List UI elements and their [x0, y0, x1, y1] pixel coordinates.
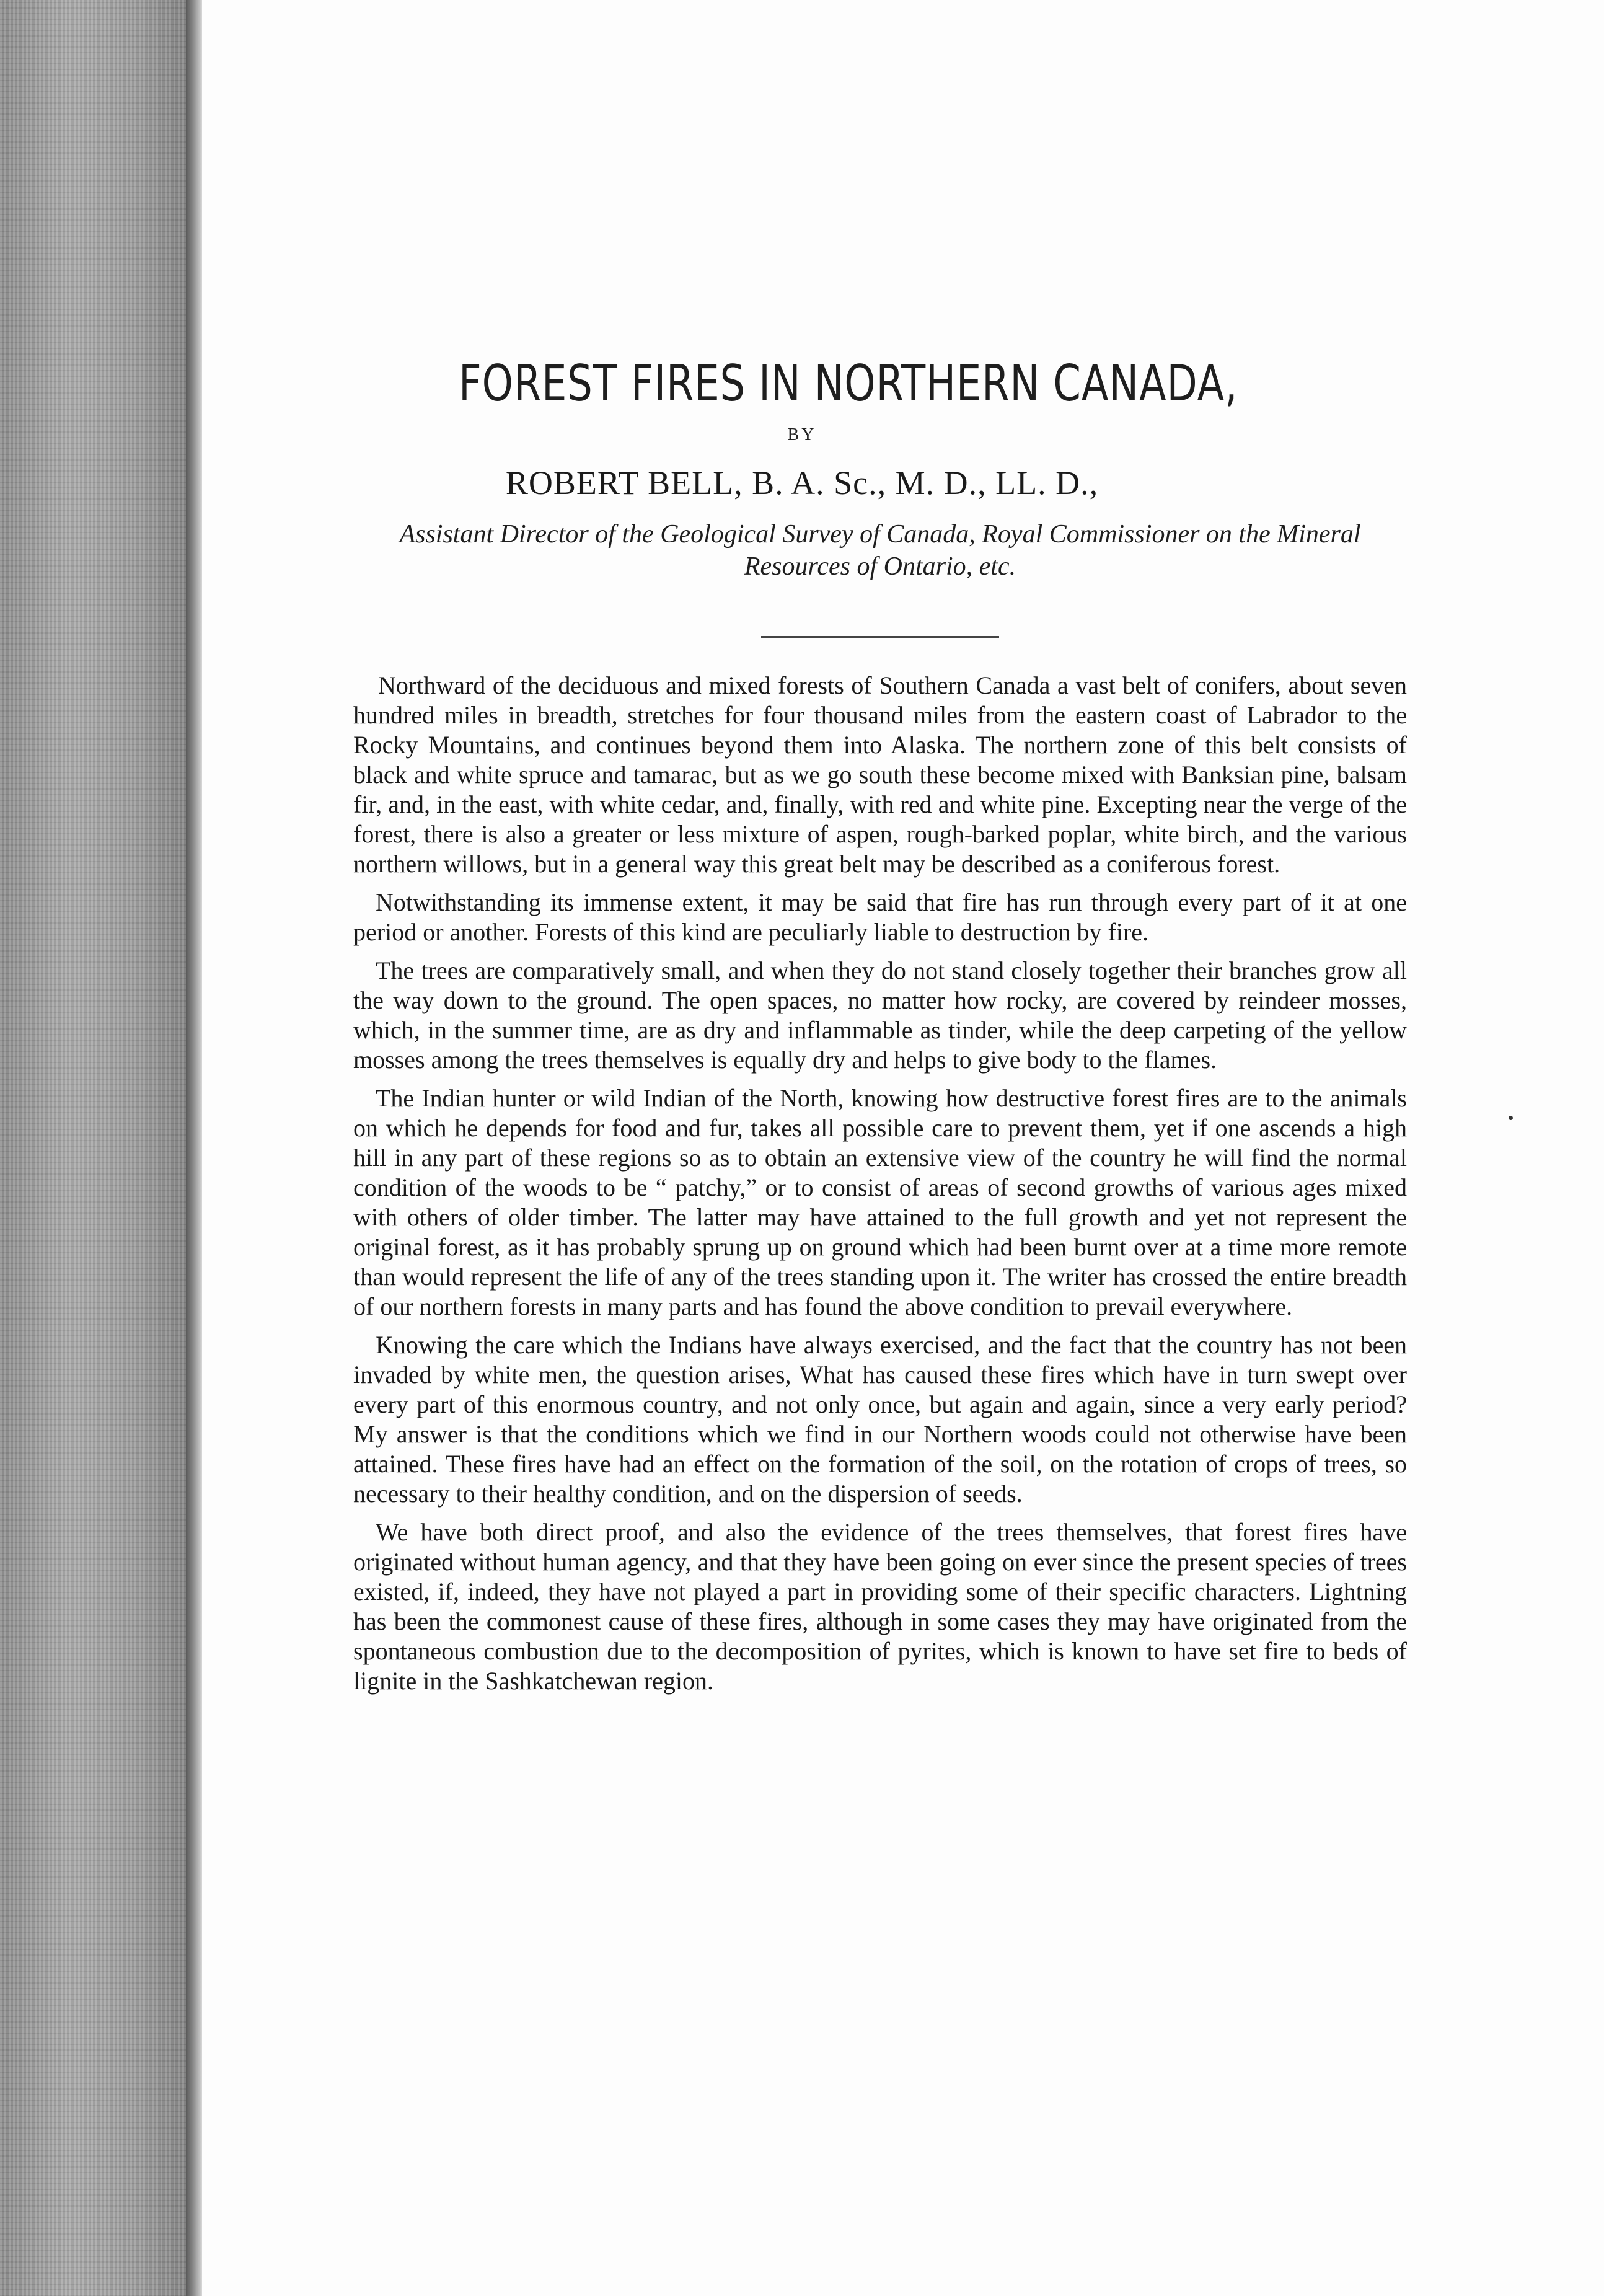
paragraph: The trees are comparatively small, and when they do not stand closely together their branches grow all the way down to the ground. The open spaces, no matter how rocky, are covered by reindeer mosses, which, in the summer time, are as dry and inflammable as tinder, while the deep carpeting of the yellow mosses among the trees themselves is equally dry and helps to give body to the flames.: [353, 956, 1407, 1074]
by-line: BY: [787, 425, 817, 444]
author-name: ROBERT BELL, B. A. Sc., M. D., LL. D.,: [505, 464, 1099, 501]
author-affiliation: Assistant Director of the Geological Survey of Canada, Royal Commissioner on the Mineral Resources of Ontario, etc.: [399, 520, 1361, 581]
article-body: [353, 671, 1407, 1705]
article-title: FOREST FIRES IN NORTHERN CANADA,: [459, 355, 1238, 412]
paragraph: We have both direct proof, and also the evidence of the trees themselves, that forest fires have originated without human agency, and that they have been going on ever since the present species of trees existed, if, indeed, they have not played a part in providing some of their specific characters. Lightning has been the commonest cause of these fires, although in some cases they may have originated from the spontaneous combustion due to the decomposition of pyrites, which is known to have set fire to beds of lignite in the Sashkatchewan region.: [353, 1518, 1407, 1695]
paragraph: Knowing the care which the Indians have always exercised, and the fact that the country has not been invaded by white men, the question arises, What has caused these fires which have in turn swept over every part of this enormous country, and not only once, but again and again, since a very early period? My answer is that the conditions which we find in our Northern woods could not otherwise have been attained. These fires have had an effect on the formation of the soil, on the rotation of crops of trees, so necessary to their healthy condition, and on the dispersion of seeds.: [353, 1331, 1407, 1508]
ink-speck: [1509, 1116, 1513, 1120]
binding-edge-shadow: [186, 0, 202, 2296]
paragraph: The Indian hunter or wild Indian of the North, knowing how destructive forest fires are to the animals on which he depends for food and fur, takes all possible care to prevent them, yet if one ascends a high hill in any part of these regions so as to obtain an extensive view of the country he will find the normal condition of the woods to be “ patchy,” or to consist of areas of second growths of various ages mixed with others of older timber. The latter may have attained to the full growth and yet not represent the original forest, as it has probably sprung up on ground which had been burnt over at a time more remote than would represent the life of any of the trees standing upon it. The writer has crossed the entire breadth of our northern forests in many parts and has found the above condition to prevail everywhere.: [353, 1084, 1407, 1320]
paragraph: Northward of the deciduous and mixed forests of Southern Canada a vast belt of conifers, about seven hundred miles in breadth, stretches for four thousand miles from the eastern coast of Labrador to the Rocky Mountains, and continues beyond them into Alaska. The northern zone of this belt consists of black and white spruce and tamarac, but as we go south these become mixed with Banksian pine, balsam fir, and, in the east, with white cedar, and, finally, with red and white pine. Excepting near the verge of the forest, there is also a greater or less mixture of aspen, rough-barked poplar, white birch, and the various northern willows, but in a general way this great belt may be described as a coniferous forest.: [353, 671, 1407, 878]
paragraph: Notwithstanding its immense extent, it may be said that fire has run through every part of it at one period or another. Forests of this kind are peculiarly liable to destruction by fire.: [353, 888, 1407, 946]
book-binding: [0, 0, 201, 2296]
divider-rule: [761, 636, 999, 638]
